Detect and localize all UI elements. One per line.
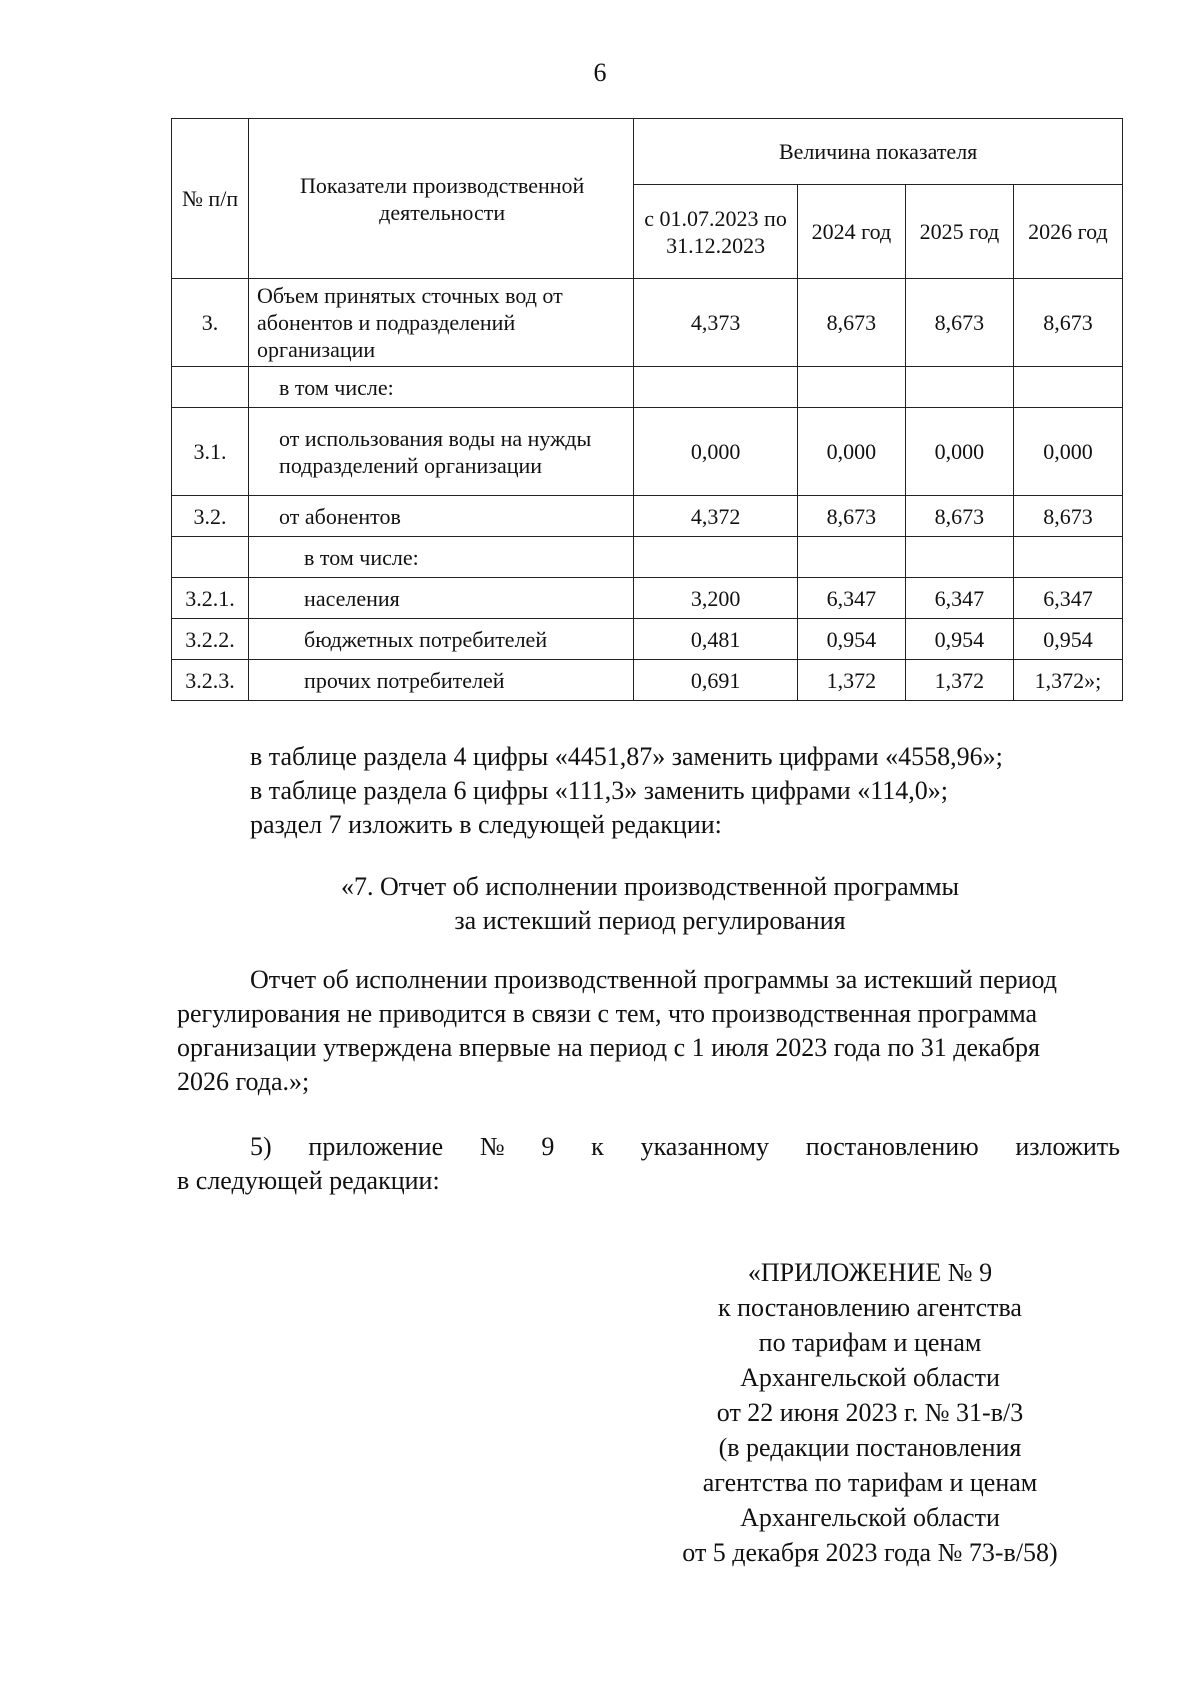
section7-paragraph-line: регулирования не приводится в связи с тем, что производственная программа: [177, 999, 1038, 1028]
row-value: 1,372: [905, 660, 1013, 701]
row-value: 4,372: [634, 496, 798, 537]
item5-word: к: [591, 1132, 604, 1161]
row-name: прочих потребителей: [249, 660, 634, 701]
row-value: 0,000: [797, 408, 905, 496]
row-value: 6,347: [905, 578, 1013, 619]
item5-word: 5): [250, 1132, 272, 1161]
appendix-line: (в редакции постановления: [718, 1433, 1022, 1462]
appendix-line: «ПРИЛОЖЕНИЕ № 9: [747, 1258, 993, 1287]
item5-word: изложить: [1015, 1132, 1120, 1161]
row-value: [797, 537, 905, 578]
item5-line2: в следующей редакции:: [177, 1166, 440, 1195]
appendix-line: агентства по тарифам и ценам: [702, 1468, 1038, 1497]
row-value: 8,673: [797, 279, 905, 367]
amendment-line: в таблице раздела 4 цифры «4451,87» заменить цифрами «4558,96»;: [250, 742, 1003, 771]
section7-title-line1: «7. Отчет об исполнении производственной программы: [340, 872, 960, 901]
header-period: с 01.07.2023 по 31.12.2023: [634, 185, 798, 279]
item5-word: указанному: [640, 1132, 769, 1161]
row-value: 6,347: [797, 578, 905, 619]
row-value: 1,372»;: [1013, 660, 1122, 701]
row-value: [905, 367, 1013, 408]
row-value: [634, 537, 798, 578]
appendix-line: от 5 декабря 2023 года № 73-в/58): [682, 1538, 1058, 1567]
row-value: 4,373: [634, 279, 798, 367]
row-value: 3,200: [634, 578, 798, 619]
row-name: населения: [249, 578, 634, 619]
item5-word: №: [479, 1132, 505, 1161]
amendment-line: раздел 7 изложить в следующей редакции:: [250, 810, 722, 839]
row-name: бюджетных потребителей: [249, 619, 634, 660]
appendix-line: Архангельской области: [740, 1363, 1000, 1392]
row-num: 3.2.1.: [172, 578, 249, 619]
page-number: 6: [593, 58, 607, 87]
header-period: 2026 год: [1013, 185, 1122, 279]
table-row: [172, 496, 1123, 537]
row-value: 0,481: [634, 619, 798, 660]
row-value: 8,673: [905, 496, 1013, 537]
row-value: 0,000: [1013, 408, 1122, 496]
row-value: 0,954: [797, 619, 905, 660]
appendix-header: [640, 1255, 1100, 1570]
item5-word: 9: [541, 1132, 555, 1161]
table-row: [172, 619, 1123, 660]
header-indicator: Показатели производственной деятельности: [249, 119, 634, 279]
row-value: 0,691: [634, 660, 798, 701]
header-value-group: Величина показателя: [634, 119, 1123, 185]
amendment-line: в таблице раздела 6 цифры «111,3» заменить цифрами «114,0»;: [250, 776, 948, 805]
row-value: 0,000: [634, 408, 798, 496]
header-period: 2024 год: [797, 185, 905, 279]
item5-line1: [250, 1130, 1120, 1164]
row-value: [1013, 537, 1122, 578]
production-indicators-table: [171, 118, 1123, 701]
row-name: от абонентов: [249, 496, 634, 537]
row-value: 8,673: [905, 279, 1013, 367]
table-row: [172, 578, 1123, 619]
appendix-line: от 22 июня 2023 г. № 31-в/3: [716, 1398, 1024, 1427]
row-num: 3.2.2.: [172, 619, 249, 660]
row-value: 1,372: [797, 660, 905, 701]
appendix-line: к постановлению агентства: [718, 1293, 1022, 1322]
row-name: в том числе:: [249, 367, 634, 408]
row-value: [1013, 367, 1122, 408]
row-value: 8,673: [1013, 279, 1122, 367]
section7-paragraph-line: организации утверждена впервые на период с 1 июля 2023 года по 31 декабря: [177, 1033, 1040, 1062]
table-row: [172, 279, 1123, 367]
row-num: 3.1.: [172, 408, 249, 496]
row-value: [797, 367, 905, 408]
table-row: [172, 367, 1123, 408]
row-num: [172, 537, 249, 578]
appendix-line: Архангельской области: [740, 1503, 1000, 1532]
row-num: 3.2.3.: [172, 660, 249, 701]
row-name: в том числе:: [249, 537, 634, 578]
row-value: 6,347: [1013, 578, 1122, 619]
item5-word: постановлению: [805, 1132, 979, 1161]
table-row: [172, 537, 1123, 578]
item5-word: приложение: [308, 1132, 444, 1161]
row-num: 3.2.: [172, 496, 249, 537]
row-value: [905, 537, 1013, 578]
table-row: [172, 408, 1123, 496]
row-name: Объем принятых сточных вод от абонентов и подразделений организации: [249, 279, 634, 367]
row-value: 8,673: [1013, 496, 1122, 537]
row-num: 3.: [172, 279, 249, 367]
row-num: [172, 367, 249, 408]
row-value: 0,000: [905, 408, 1013, 496]
section7-paragraph-line: 2026 года.»;: [177, 1067, 310, 1096]
row-value: [634, 367, 798, 408]
row-value: 0,954: [1013, 619, 1122, 660]
row-value: 8,673: [797, 496, 905, 537]
appendix-line: по тарифам и ценам: [758, 1328, 982, 1357]
header-num: № п/п: [172, 119, 249, 279]
row-name: от использования воды на нужды подразделений организации: [249, 408, 634, 496]
table-row: [172, 660, 1123, 701]
row-value: 0,954: [905, 619, 1013, 660]
header-period: 2025 год: [905, 185, 1013, 279]
section7-paragraph-line: Отчет об исполнении производственной программы за истекший период: [250, 965, 1058, 994]
section7-title-line2: за истекший период регулирования: [454, 906, 846, 935]
